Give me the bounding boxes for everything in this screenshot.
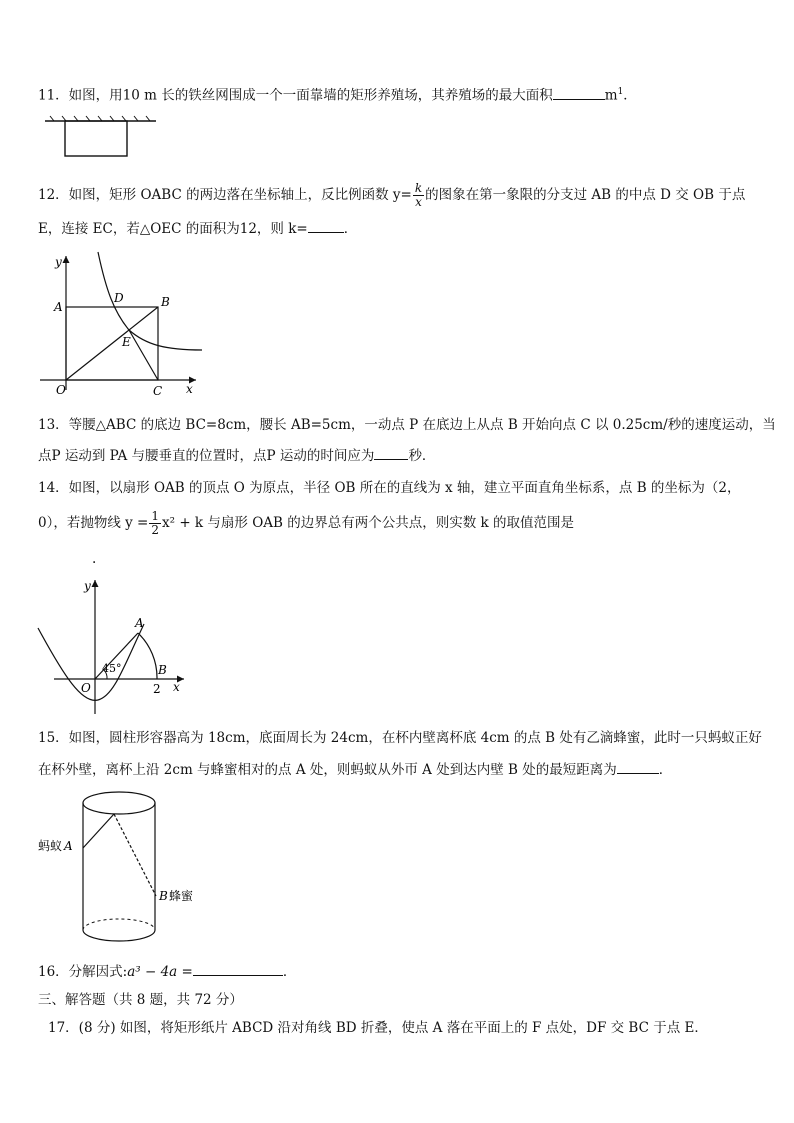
- q14-dot: .: [92, 551, 97, 567]
- q12-label-c: C: [153, 384, 163, 398]
- q14-label-angle: 45°: [102, 662, 122, 675]
- q14-fraction: [149, 510, 161, 537]
- q15-label-ant: 蚂蚁: [38, 839, 63, 853]
- q12-stem-cont: 的图象在第一象限的分支过 AB 的中点 D 交 OB 于点: [425, 187, 746, 203]
- q16-answer-blank[interactable]: [193, 962, 283, 976]
- q12-label-x: x: [186, 382, 193, 396]
- q11-end: ．: [623, 87, 637, 104]
- q14-parabola: [38, 624, 144, 700]
- q12-label-o: O: [56, 383, 66, 397]
- q11-rectangle: [65, 121, 127, 156]
- q12-label-e: E: [122, 335, 131, 349]
- q16-end: ．: [282, 964, 297, 980]
- q15-line2: [38, 760, 672, 779]
- q14-label-x: x: [173, 680, 180, 694]
- q15-line1: 15．如图，圆柱形容器高为 18cm，底面周长为 24cm，在杯内壁离杯底 4cm 的点 B 处有乙滴蜂蜜，此时一只蚂蚁正好: [38, 730, 762, 746]
- q13-line1: 13．等腰△ABC 的底边 BC=8cm，腰长 AB=5cm，一动点 P 在底边上从点 B 开始向点 C 以 0.25cm/秒的速度运动，当: [38, 417, 776, 433]
- q15-stem2: 在杯外壁，离杯上沿 2cm 与蜂蜜相对的点 A 处，则蚂蚁从外帀 A 处到达内壁 B 处的最短距离为: [38, 762, 617, 778]
- q15-label-a: A: [64, 839, 73, 853]
- q12-label-b: B: [161, 295, 170, 309]
- q15-label-b: B: [159, 889, 168, 903]
- q14-figure: [34, 576, 204, 716]
- q14-label-a: A: [135, 616, 144, 630]
- q14-line1: 14．如图，以扇形 OAB 的顶点 O 为原点，半径 OB 所在的直线为 x 轴，建立平面直角坐标系，点 B 的坐标为（2，: [38, 480, 741, 496]
- q12-fraction: [413, 182, 424, 209]
- q14-frac-den: 2: [151, 523, 160, 537]
- q15-path-outer: [83, 814, 114, 848]
- q16-text: [38, 962, 296, 981]
- q15-end: ．: [658, 762, 673, 778]
- section-3-heading: 三、解答题（共 8 题，共 72 分）: [38, 992, 243, 1008]
- q12-answer-blank[interactable]: [308, 219, 344, 233]
- q13-answer-blank[interactable]: [374, 446, 408, 460]
- q16-stem: 16．分解因式:: [38, 964, 128, 980]
- q14-frac-num: 1: [151, 509, 160, 523]
- q12-stem: 12．如图，矩形 OABC 的两边落在坐标轴上，反比例函数 y=: [38, 187, 412, 203]
- q12-stem2: E，连接 EC，若△OEC 的面积为12，则 k=: [38, 221, 308, 237]
- q14-label-y: y: [84, 579, 91, 593]
- q11-stem: 11．如图，用10 m 长的铁丝网围成一个一面靠墙的矩形养殖场，其养殖场的最大面积: [38, 87, 553, 104]
- q12-end: ．: [343, 221, 358, 237]
- q14-label-2: 2: [153, 682, 161, 696]
- q12-figure: [36, 250, 206, 398]
- q15-path-inner: [114, 814, 156, 896]
- q12-label-a: A: [54, 300, 63, 314]
- q14-label-b: B: [158, 663, 167, 677]
- q12-segment-ob: [66, 307, 158, 380]
- q12-label-d: D: [114, 291, 124, 305]
- q15-cylinder-top: [83, 792, 155, 814]
- q11-unit: m: [604, 87, 618, 104]
- q11-unit-sup: 1: [617, 87, 624, 97]
- q15-cylinder-bottom-front: [83, 930, 155, 941]
- q14-line2: [38, 510, 574, 537]
- q12-frac-den: x: [415, 195, 422, 209]
- q15-figure: [34, 788, 224, 946]
- q14-label-o: O: [81, 681, 91, 695]
- q13-stem2: 点P 运动到 PA 与腰垂直的位置时，点P 运动的时间应为: [38, 448, 375, 464]
- q15-label-honey: 蜂蜜: [169, 889, 194, 903]
- q13-end: 秒．: [408, 448, 436, 464]
- q12-label-y: y: [55, 255, 62, 269]
- q14-arc-ab: [138, 633, 157, 679]
- q14-stem3: x² + k 与扇形 OAB 的边界总有两个公共点，则实数 k 的取值范围是: [162, 515, 574, 531]
- q13-line2: [38, 446, 435, 465]
- q17-text: 17．(8 分) 如图，将矩形纸片 ABCD 沿对角线 BD 折叠，使点 A 落在平面上的 F 点处，DF 交 BC 于点 E．: [48, 1020, 708, 1036]
- q15-cylinder-bottom-back: [83, 919, 155, 930]
- q11-text: [38, 83, 637, 105]
- q12-line1: [38, 182, 745, 209]
- q11-answer-blank[interactable]: [553, 86, 605, 100]
- q11-figure: [40, 114, 160, 160]
- q12-line2: [38, 219, 357, 238]
- q12-segment-ec: [129, 330, 158, 380]
- q15-answer-blank[interactable]: [617, 760, 659, 774]
- q16-expression: a³ − 4a =: [127, 964, 193, 980]
- q12-frac-num: k: [414, 181, 423, 195]
- q14-stem2: 0），若抛物线 y =: [38, 515, 149, 531]
